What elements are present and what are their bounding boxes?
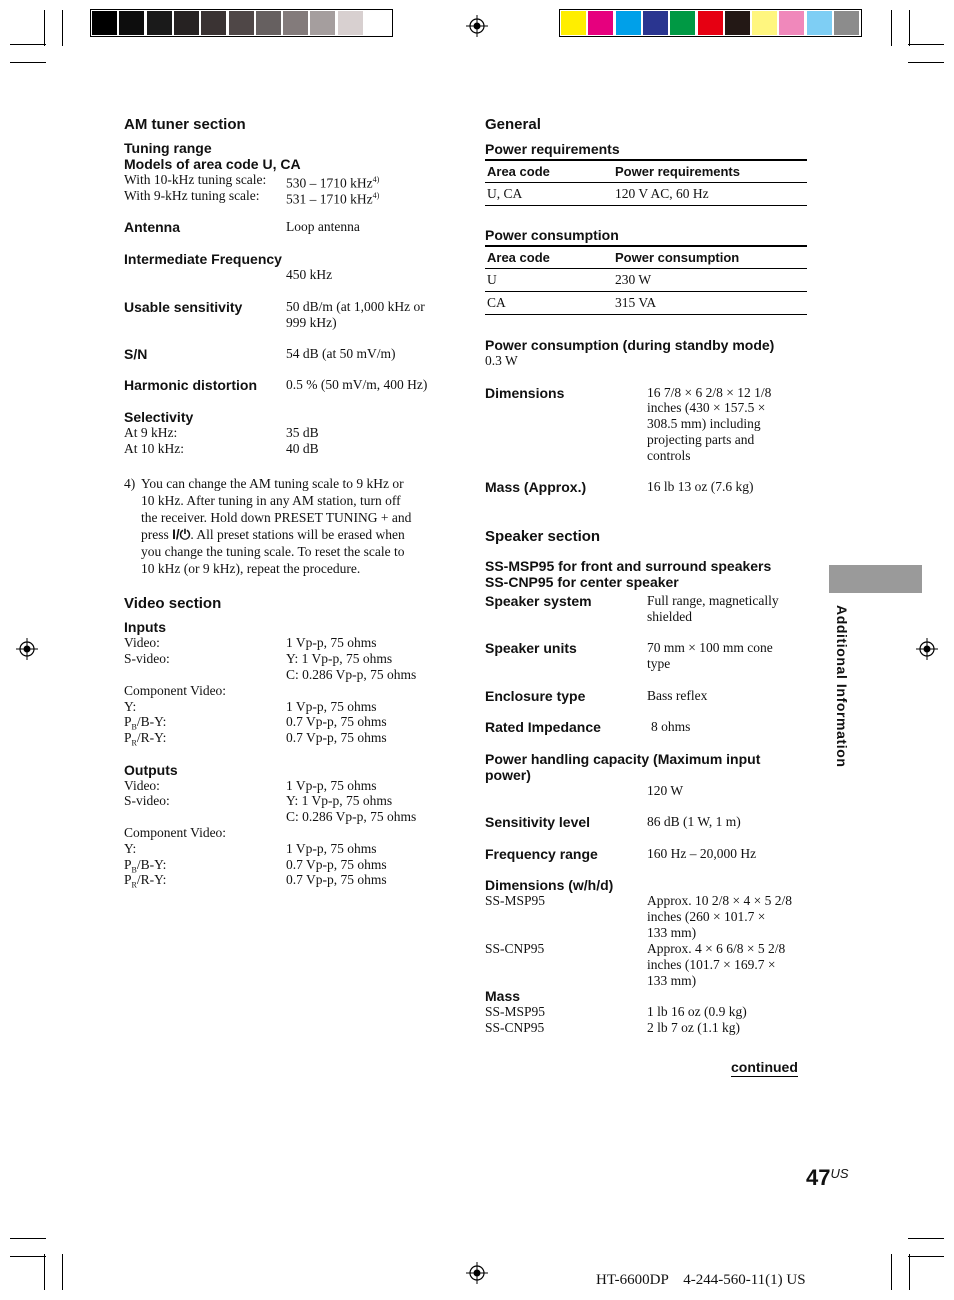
table-title: Power consumption xyxy=(485,227,619,243)
spec-value: 133 mm) xyxy=(647,925,697,940)
footnote-line: press I/⏻. All preset stations will be erased when xyxy=(141,527,405,542)
spec-value: 531 – 1710 kHz$^{4)}$ xyxy=(286,191,380,207)
table-header-cell: Power consumption xyxy=(613,246,807,269)
spec-label: Selectivity xyxy=(124,409,194,425)
spec-value: 0.7 Vp-p, 75 ohms xyxy=(286,730,387,745)
registration-mark-icon xyxy=(466,1262,488,1284)
spec-value: 133 mm) xyxy=(647,973,697,988)
section-title: Speaker section xyxy=(485,528,601,545)
spec-label: At 10 kHz: xyxy=(124,441,184,456)
section-title: AM tuner section xyxy=(124,116,246,133)
spec-value: 40 dB xyxy=(286,441,319,456)
table-cell: 315 VA xyxy=(613,292,807,315)
footer-code: HT-6600DP 4-244-560-11(1) US xyxy=(596,1272,806,1288)
spec-label: $P_R/R-Y$: xyxy=(124,872,167,890)
spec-value: projecting parts and xyxy=(647,432,755,447)
spec-value: Loop antenna xyxy=(286,219,360,234)
spec-value: inches (260 × 101.7 × xyxy=(647,909,766,924)
color-swatch xyxy=(588,11,613,35)
spec-label: Mass xyxy=(485,988,521,1004)
spec-value: controls xyxy=(647,448,691,463)
color-swatch xyxy=(92,11,117,35)
registration-mark-icon xyxy=(16,638,38,660)
spec-label: Outputs xyxy=(124,762,178,778)
footnote-line: the receiver. Hold down PRESET TUNING + and xyxy=(141,510,412,525)
color-swatch xyxy=(834,11,859,35)
registration-mark-icon xyxy=(466,15,488,37)
spec-value: Y: 1 Vp-p, 75 ohms xyxy=(286,793,393,808)
spec-value: 0.7 Vp-p, 75 ohms xyxy=(286,714,387,729)
process-color-bar xyxy=(559,9,862,37)
spec-label: $P_B/B-Y$: xyxy=(124,857,167,875)
spec-value: inches (430 × 157.5 × xyxy=(647,400,766,415)
spec-value: 308.5 mm) including xyxy=(647,416,761,431)
table-row xyxy=(485,183,807,206)
color-swatch xyxy=(643,11,668,35)
color-swatch xyxy=(338,11,363,35)
color-swatch xyxy=(283,11,308,35)
footnote-line: 10 kHz (or 9 kHz), repeat the procedure. xyxy=(141,561,361,576)
spec-value: C: 0.286 Vp-p, 75 ohms xyxy=(286,809,417,824)
spec-value: Y: 1 Vp-p, 75 ohms xyxy=(286,651,393,666)
footnote-line: you change the tuning scale. To reset the scale to xyxy=(141,544,405,559)
color-swatch xyxy=(147,11,172,35)
spec-label: Dimensions xyxy=(485,385,565,401)
spec-value: 160 Hz – 20,000 Hz xyxy=(647,846,757,861)
spec-value: 70 mm × 100 mm cone xyxy=(647,640,773,655)
spec-label: SS-CNP95 for center speaker xyxy=(485,574,679,590)
spec-label: SS-MSP95 xyxy=(485,1004,546,1019)
spec-label: Component Video: xyxy=(124,825,227,840)
table-header-row xyxy=(485,246,807,269)
table-title: Power requirements xyxy=(485,141,620,157)
footnote-line: You can change the AM tuning scale to 9 kHz or xyxy=(141,476,404,491)
spec-value: 530 – 1710 kHz$^{4)}$ xyxy=(286,175,380,191)
spec-label: Enclosure type xyxy=(485,688,586,704)
spec-label: Models of area code U, CA xyxy=(124,156,301,172)
table-header-cell: Area code xyxy=(485,246,613,269)
spec-value: 35 dB xyxy=(286,425,319,440)
color-swatch xyxy=(807,11,832,35)
table-row xyxy=(485,269,807,292)
color-swatch xyxy=(698,11,723,35)
spec-value: 999 kHz) xyxy=(286,315,337,330)
footnote-number: 4) xyxy=(124,476,136,491)
spec-value: 50 dB/m (at 1,000 kHz or xyxy=(286,299,425,314)
color-swatch xyxy=(256,11,281,35)
spec-value: type xyxy=(647,656,671,671)
spec-value: 0.7 Vp-p, 75 ohms xyxy=(286,872,387,887)
continued-label: continued xyxy=(731,1059,798,1075)
power-requirements-table xyxy=(485,160,807,206)
spec-value: 54 dB (at 50 mV/m) xyxy=(286,346,396,361)
table-header-cell: Area code xyxy=(485,160,613,183)
spec-value: 0.3 W xyxy=(485,353,518,368)
spec-value: 2 lb 7 oz (1.1 kg) xyxy=(647,1020,740,1035)
spec-value: shielded xyxy=(647,609,692,624)
spec-label: Inputs xyxy=(124,619,166,635)
spec-value: C: 0.286 Vp-p, 75 ohms xyxy=(286,667,417,682)
footnote-ref: 4) xyxy=(372,191,380,200)
color-swatch xyxy=(725,11,750,35)
spec-label: Power handling capacity (Maximum input xyxy=(485,751,761,767)
spec-label: SS-CNP95 xyxy=(485,1020,545,1035)
spec-value: 120 W xyxy=(647,783,684,798)
spec-value: Approx. 4 × 6 6/8 × 5 2/8 xyxy=(647,941,786,956)
registration-mark-icon xyxy=(916,638,938,660)
spec-value: 1 Vp-p, 75 ohms xyxy=(286,841,377,856)
spec-label: SS-MSP95 for front and surround speakers xyxy=(485,558,772,574)
color-swatch xyxy=(201,11,226,35)
spec-label: $P_R/R-Y$: xyxy=(124,730,167,748)
color-swatch xyxy=(310,11,335,35)
page-number: $47^{US}$ xyxy=(806,1165,849,1190)
spec-label: Harmonic distortion xyxy=(124,377,258,393)
spec-value: Bass reflex xyxy=(647,688,708,703)
spec-label: $P_B/B-Y$: xyxy=(124,714,167,732)
spec-value: Approx. 10 2/8 × 4 × 5 2/8 xyxy=(647,893,792,908)
spec-value: Full range, magnetically xyxy=(647,593,779,608)
spec-label: Antenna xyxy=(124,219,180,235)
spec-label: Rated Impedance xyxy=(485,719,601,735)
color-swatch xyxy=(779,11,804,35)
spec-label: Video: xyxy=(124,778,160,793)
spec-label: Component Video: xyxy=(124,683,227,698)
spec-value: 0.5 % (50 mV/m, 400 Hz) xyxy=(286,377,428,392)
color-swatch xyxy=(119,11,144,35)
spec-label: Intermediate Frequency xyxy=(124,251,282,267)
section-title: Video section xyxy=(124,595,222,612)
spec-label: Frequency range xyxy=(485,846,598,862)
footnote-line: 10 kHz. After tuning in any AM station, turn off xyxy=(141,493,401,508)
spec-label: S-video: xyxy=(124,651,170,666)
spec-label: Y: xyxy=(124,699,137,714)
table-cell: 230 W xyxy=(613,269,807,292)
spec-label: Speaker units xyxy=(485,640,577,656)
section-title: General xyxy=(485,116,541,133)
power-icon: I/⏻ xyxy=(172,527,191,542)
footnote-ref: 4) xyxy=(372,175,380,184)
spec-label: Sensitivity level xyxy=(485,814,591,830)
spec-value: 16 7/8 × 6 2/8 × 12 1/8 xyxy=(647,385,772,400)
color-swatch xyxy=(174,11,199,35)
color-swatch xyxy=(229,11,254,35)
spec-value: 16 lb 13 oz (7.6 kg) xyxy=(647,479,754,494)
spec-label: At 9 kHz: xyxy=(124,425,178,440)
table-header-row xyxy=(485,160,807,183)
color-swatch xyxy=(752,11,777,35)
spec-label: SS-CNP95 xyxy=(485,941,545,956)
side-tab-label: Additional Information xyxy=(834,605,850,768)
spec-label: SS-MSP95 xyxy=(485,893,546,908)
spec-label: Y: xyxy=(124,841,137,856)
spec-label: With 9-kHz tuning scale: xyxy=(124,188,260,203)
spec-label: S/N xyxy=(124,346,148,362)
spec-label: power) xyxy=(485,767,531,783)
grayscale-color-bar xyxy=(90,9,393,37)
table-header-cell: Power requirements xyxy=(613,160,807,183)
spec-value: 1 lb 16 oz (0.9 kg) xyxy=(647,1004,747,1019)
power-consumption-table xyxy=(485,246,807,315)
spec-label: S-video: xyxy=(124,793,170,808)
spec-label: Mass (Approx.) xyxy=(485,479,587,495)
spec-label: With 10-kHz tuning scale: xyxy=(124,172,267,187)
color-swatch xyxy=(561,11,586,35)
table-cell: U xyxy=(485,269,613,292)
spec-value: 0.7 Vp-p, 75 ohms xyxy=(286,857,387,872)
spec-label: Power consumption (during standby mode) xyxy=(485,337,775,353)
color-swatch xyxy=(670,11,695,35)
table-cell: U, CA xyxy=(485,183,613,206)
spec-value: 1 Vp-p, 75 ohms xyxy=(286,778,377,793)
color-swatch xyxy=(365,11,390,35)
table-cell: CA xyxy=(485,292,613,315)
spec-label: Video: xyxy=(124,635,160,650)
spec-label: Usable sensitivity xyxy=(124,299,243,315)
side-tab-marker xyxy=(829,565,922,593)
color-swatch xyxy=(616,11,641,35)
spec-label: Tuning range xyxy=(124,140,212,156)
spec-value: 8 ohms xyxy=(651,719,691,734)
table-cell: 120 V AC, 60 Hz xyxy=(613,183,807,206)
spec-value: 1 Vp-p, 75 ohms xyxy=(286,699,377,714)
spec-value: 1 Vp-p, 75 ohms xyxy=(286,635,377,650)
spec-label: Dimensions (w/h/d) xyxy=(485,877,614,893)
table-row xyxy=(485,292,807,315)
spec-label: Speaker system xyxy=(485,593,592,609)
spec-value: 450 kHz xyxy=(286,267,333,282)
side-tab xyxy=(832,605,854,805)
spec-value: inches (101.7 × 169.7 × xyxy=(647,957,776,972)
spec-value: 86 dB (1 W, 1 m) xyxy=(647,814,741,829)
